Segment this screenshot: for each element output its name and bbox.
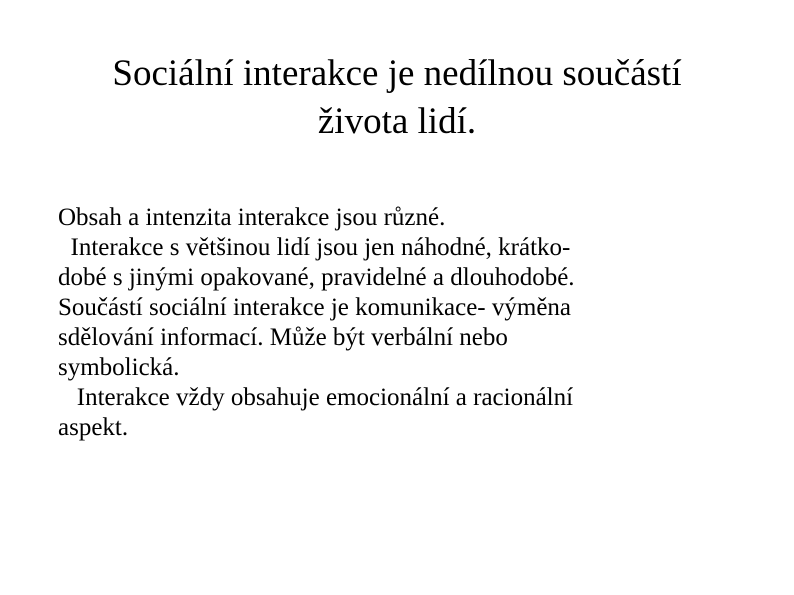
slide-title-line-1: Sociální interakce je nedílnou součástí (112, 53, 682, 94)
body-line-1: Obsah a intenzita interakce jsou různé. (58, 204, 446, 231)
slide-title-line-2: života lidí. (317, 101, 477, 142)
body-line-8: aspekt. (58, 414, 129, 441)
body-line-5: sdělování informací. Může být verbální nebo (58, 324, 508, 351)
body-line-2: Interakce s většinou lidí jsou jen náhodné, krátko- (58, 234, 571, 261)
body-line-3: dobé s jinými opakované, pravidelné a dlouhodobé. (58, 264, 575, 291)
slide-title (40, 50, 754, 146)
slide-body-text (58, 203, 758, 443)
body-line-7: Interakce vždy obsahuje emocionální a racionální (58, 384, 574, 411)
body-line-6: symbolická. (58, 354, 180, 381)
body-line-4: Součástí sociální interakce je komunikace- výměna (58, 294, 572, 321)
